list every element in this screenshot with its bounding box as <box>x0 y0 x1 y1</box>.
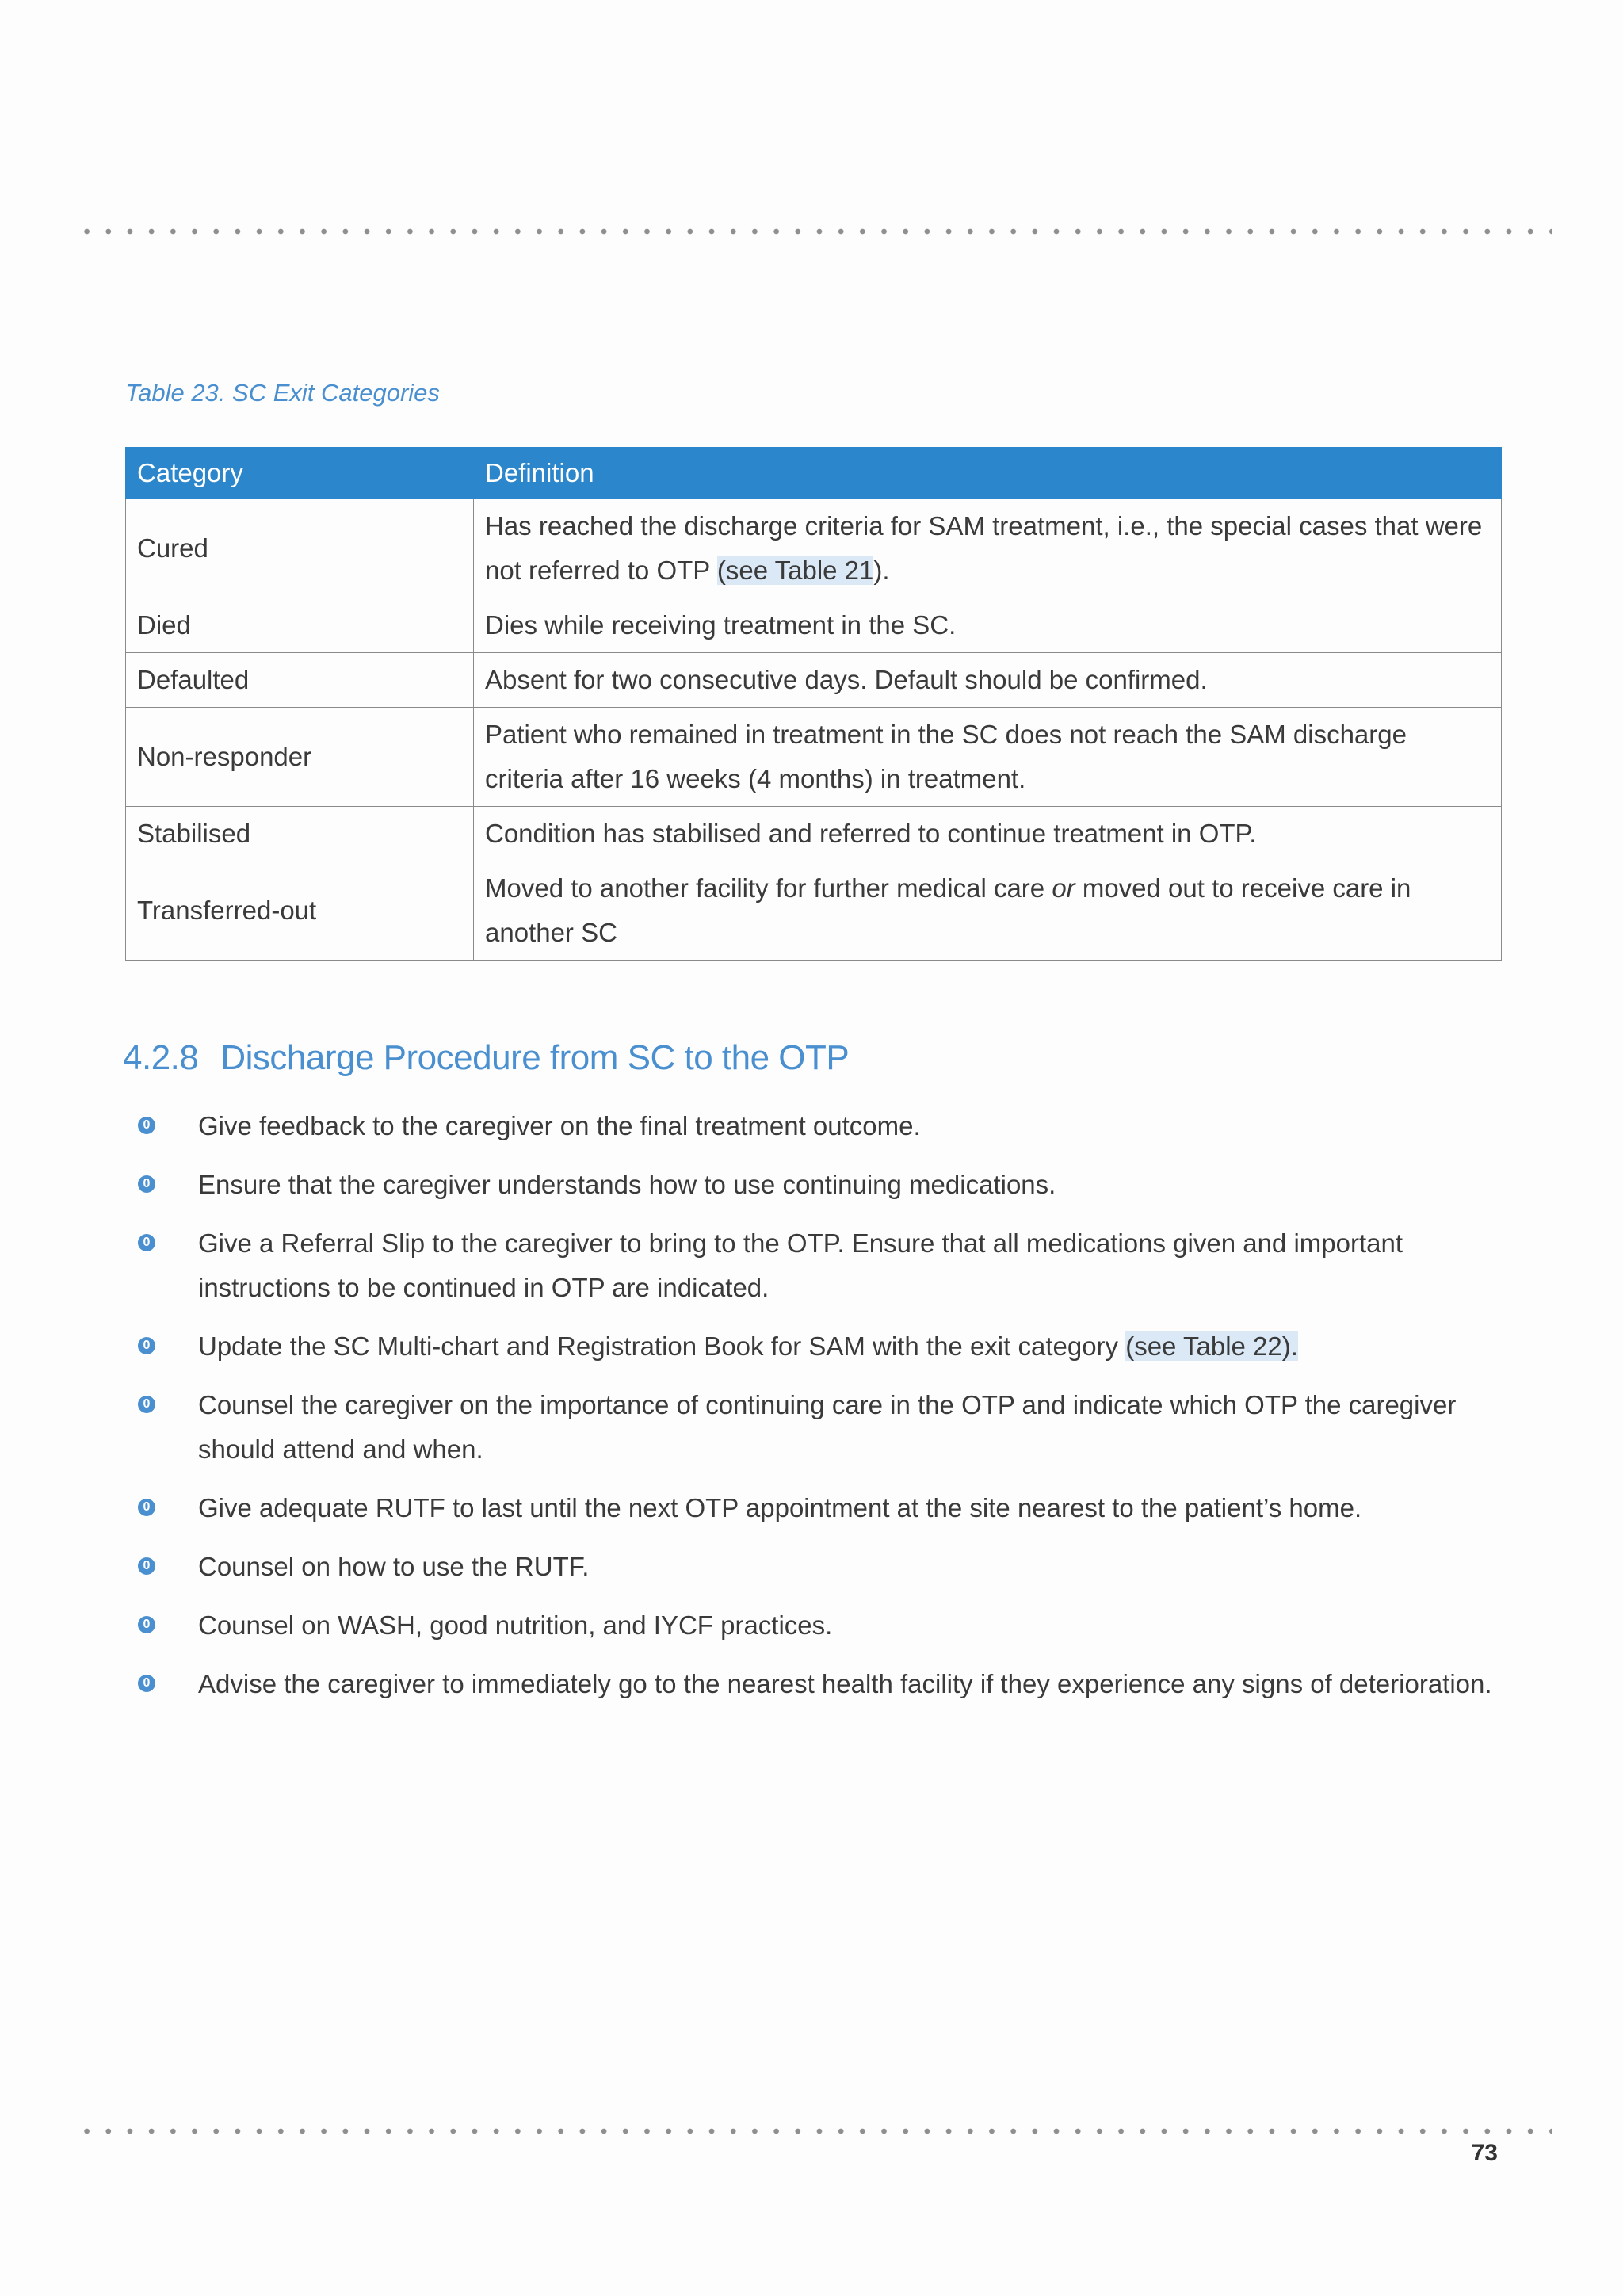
list-item <box>135 1324 1529 1369</box>
definition-cell <box>474 861 1502 961</box>
bullet-icon: 0 <box>138 1337 155 1354</box>
list-item-text: Counsel on how to use the RUTF. <box>198 1552 590 1581</box>
category-cell: Transferred-out <box>126 861 474 961</box>
bullet-icon: 0 <box>138 1675 155 1692</box>
section-heading <box>123 1038 849 1078</box>
list-item <box>135 1662 1529 1706</box>
category-cell: Defaulted <box>126 653 474 708</box>
list-item <box>135 1163 1529 1207</box>
definition-text-end: ). <box>873 556 890 585</box>
list-item-text: Ensure that the caregiver understands how to use continuing medications. <box>198 1170 1056 1199</box>
definition-text: Moved to another facility for further medical care <box>485 873 1052 903</box>
header-definition: Definition <box>474 448 1502 499</box>
table-row <box>126 598 1502 653</box>
table-row <box>126 499 1502 598</box>
table-caption: Table 23. SC Exit Categories <box>125 379 440 407</box>
list-item <box>135 1486 1529 1530</box>
bullet-icon: 0 <box>138 1616 155 1633</box>
table-row <box>126 653 1502 708</box>
category-cell: Died <box>126 598 474 653</box>
definition-cell: Dies while receiving treatment in the SC. <box>474 598 1502 653</box>
bullet-icon: 0 <box>138 1175 155 1193</box>
page-number: 73 <box>1471 2140 1498 2166</box>
definition-cell: Condition has stabilised and referred to continue treatment in OTP. <box>474 807 1502 861</box>
list-item <box>135 1383 1529 1472</box>
definition-emphasis: or <box>1052 873 1075 903</box>
list-item <box>135 1221 1529 1310</box>
table-row <box>126 861 1502 961</box>
definition-cell: Patient who remained in treatment in the SC does not reach the SAM discharge criteria after 16 weeks (4 months) in treatment. <box>474 708 1502 807</box>
bottom-dotted-rule <box>76 2127 1552 2135</box>
list-item <box>135 1603 1529 1648</box>
list-item-text: Advise the caregiver to immediately go to the nearest health facility if they experience any signs of deterioration. <box>198 1669 1492 1698</box>
list-item-text: Counsel on WASH, good nutrition, and IYCF practices. <box>198 1610 833 1640</box>
table-row <box>126 807 1502 861</box>
bullet-icon: 0 <box>138 1117 155 1134</box>
header-category: Category <box>126 448 474 499</box>
list-item <box>135 1545 1529 1589</box>
exit-categories-table <box>125 447 1502 961</box>
definition-cell: Absent for two consecutive days. Default should be confirmed. <box>474 653 1502 708</box>
section-title: Discharge Procedure from SC to the OTP <box>220 1038 850 1077</box>
list-item-text: Give feedback to the caregiver on the final treatment outcome. <box>198 1111 921 1140</box>
list-item-text: Give adequate RUTF to last until the next OTP appointment at the site nearest to the patient’s home. <box>198 1493 1362 1522</box>
table-reference-link[interactable]: (see Table 21 <box>716 556 874 585</box>
top-dotted-rule <box>76 227 1552 235</box>
category-cell: Stabilised <box>126 807 474 861</box>
definition-cell <box>474 499 1502 598</box>
table-row <box>126 708 1502 807</box>
discharge-steps-list <box>135 1104 1529 1721</box>
table-header-row <box>126 448 1502 499</box>
definition-text-end: moved out to receive care in another SC <box>485 873 1411 947</box>
bullet-icon: 0 <box>138 1557 155 1575</box>
bullet-icon: 0 <box>138 1234 155 1251</box>
list-item-text: Give a Referral Slip to the caregiver to bring to the OTP. Ensure that all medications given and important instructions to be continued in OTP are indicated. <box>198 1228 1403 1302</box>
list-item-text: Update the SC Multi-chart and Registration Book for SAM with the exit category <box>198 1331 1126 1361</box>
category-cell: Cured <box>126 499 474 598</box>
list-item-text: Counsel the caregiver on the importance of continuing care in the OTP and indicate which OTP the caregiver should attend and when. <box>198 1390 1457 1464</box>
definition-text: Has reached the discharge criteria for SAM treatment, i.e., the special cases that were not referred to OTP <box>485 511 1483 585</box>
category-cell: Non-responder <box>126 708 474 807</box>
section-number: 4.2.8 <box>123 1038 199 1077</box>
bullet-icon: 0 <box>138 1499 155 1516</box>
table-reference-link[interactable]: (see Table 22). <box>1125 1331 1298 1361</box>
list-item <box>135 1104 1529 1148</box>
bullet-icon: 0 <box>138 1396 155 1413</box>
